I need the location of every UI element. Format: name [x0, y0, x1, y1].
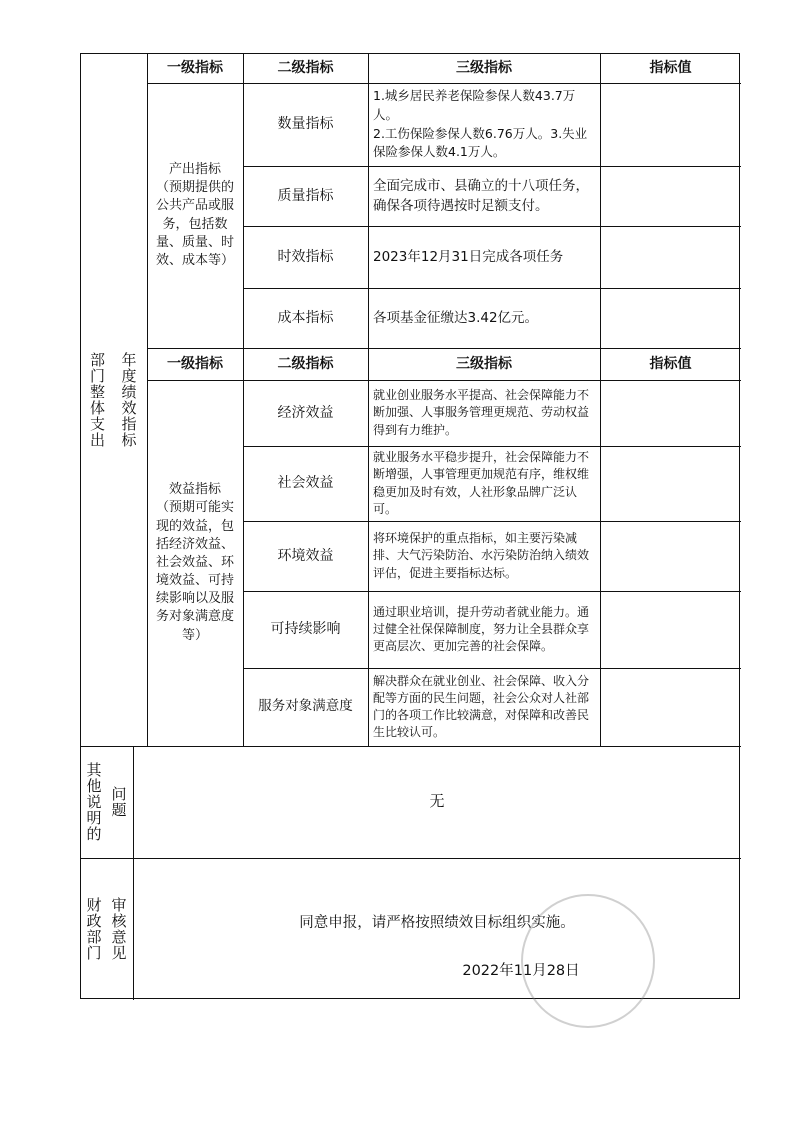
- output-row-name: 质量指标: [277, 187, 334, 204]
- finance-label-b: 审核意见: [109, 897, 128, 961]
- side-label-left: [81, 54, 114, 746]
- other-label-a-wrap: [81, 746, 107, 858]
- header-level3: 三级指标: [456, 355, 512, 372]
- other-content: 无: [429, 792, 445, 811]
- benefit-row-value: [600, 591, 741, 668]
- benefit-row-name: 环境效益: [277, 547, 334, 564]
- output-row-desc: 1.城乡居民养老保险参保人数43.7万人。 2.工伤保险参保人数6.76万人。3.失业保险参保人数4.1万人。: [373, 88, 588, 160]
- finance-label-a: 财政部门: [84, 897, 103, 961]
- benefit-row-desc: 将环境保护的重点指标，如主要污染减排、大气污染防治、水污染防治纳入绩效评估，促进主要指标达标。: [373, 531, 590, 580]
- benefit-row-value: [600, 446, 741, 521]
- other-label-b: 问题: [109, 786, 128, 818]
- dept-expense-label: 部门整体支出: [88, 352, 106, 448]
- output-row-name: 数量指标: [277, 116, 334, 133]
- benefit-row-name: 服务对象满意度: [258, 698, 353, 715]
- benefit-row-name: 可持续影响: [270, 621, 341, 638]
- benefit-category: 效益指标 （预期可能实现的效益，包括经济效益、社会效益、环境效益、可持续影响以及服务对象满意度等）: [155, 482, 234, 643]
- benefit-row-value: [600, 668, 741, 746]
- output-row-value: [600, 288, 741, 348]
- benefit-row-name: 社会效益: [277, 475, 334, 492]
- header-level1: 一级指标: [167, 355, 223, 372]
- output-row-desc: 2023年12月31日完成各项任务: [373, 248, 564, 265]
- output-row-value: [600, 166, 741, 226]
- header-level3: 三级指标: [456, 60, 512, 77]
- output-row-desc: 全面完成市、县确立的十八项任务，确保各项待遇按时足额支付。: [373, 177, 589, 214]
- output-row-desc: 各项基金征缴达3.42亿元。: [373, 309, 539, 326]
- benefit-row-desc: 解决群众在就业创业、社会保障、收入分配等方面的民生问题，社会公众对人社部门的各项工作比较满意，对保障和改善民生比较认可。: [373, 673, 590, 740]
- header-level1: 一级指标: [167, 60, 223, 77]
- performance-table: [80, 53, 740, 999]
- header-value: 指标值: [649, 355, 692, 372]
- output-category: 产出指标 （预期提供的公共产品或服务，包括数量、质量、时效、成本等）: [155, 161, 234, 268]
- output-row-name: 时效指标: [277, 248, 334, 265]
- header-level2: 二级指标: [277, 60, 334, 77]
- divider: [81, 858, 741, 859]
- output-row-value: [600, 83, 741, 166]
- output-row-value: [600, 226, 741, 288]
- output-row-name: 成本指标: [277, 309, 334, 326]
- other-label-b-wrap: [105, 746, 133, 858]
- other-label-a: 其他说明的: [84, 762, 103, 842]
- benefit-row-value: [600, 380, 741, 446]
- header-level2: 二级指标: [277, 355, 334, 372]
- finance-label-a-wrap: [81, 858, 107, 1000]
- finance-date: 2022年11月28日: [462, 962, 580, 979]
- benefit-row-desc: 就业服务水平稳步提升，社会保障能力不断增强，人事管理更加规范有序，维权维稳更加及时有效，人社形象品牌广泛认可。: [373, 450, 590, 516]
- finance-label-b-wrap: [105, 858, 133, 1000]
- finance-opinion: 同意申报，请严格按照绩效目标组织实施。: [299, 915, 575, 932]
- benefit-row-value: [600, 521, 741, 591]
- annual-indicator-label: 年度绩效指标: [119, 352, 138, 448]
- official-seal: [521, 894, 655, 1028]
- benefit-row-desc: 通过职业培训，提升劳动者就业能力。通过健全社保保障制度，努力让全县群众享更高层次、更加完善的社会保障。: [373, 604, 590, 654]
- benefit-row-name: 经济效益: [277, 404, 334, 421]
- header-value: 指标值: [649, 60, 692, 77]
- benefit-row-desc: 就业创业服务水平提高、社会保障能力不断加强、人事服务管理更规范、劳动权益得到有力维护。: [373, 388, 590, 437]
- side-label-right: [111, 54, 147, 746]
